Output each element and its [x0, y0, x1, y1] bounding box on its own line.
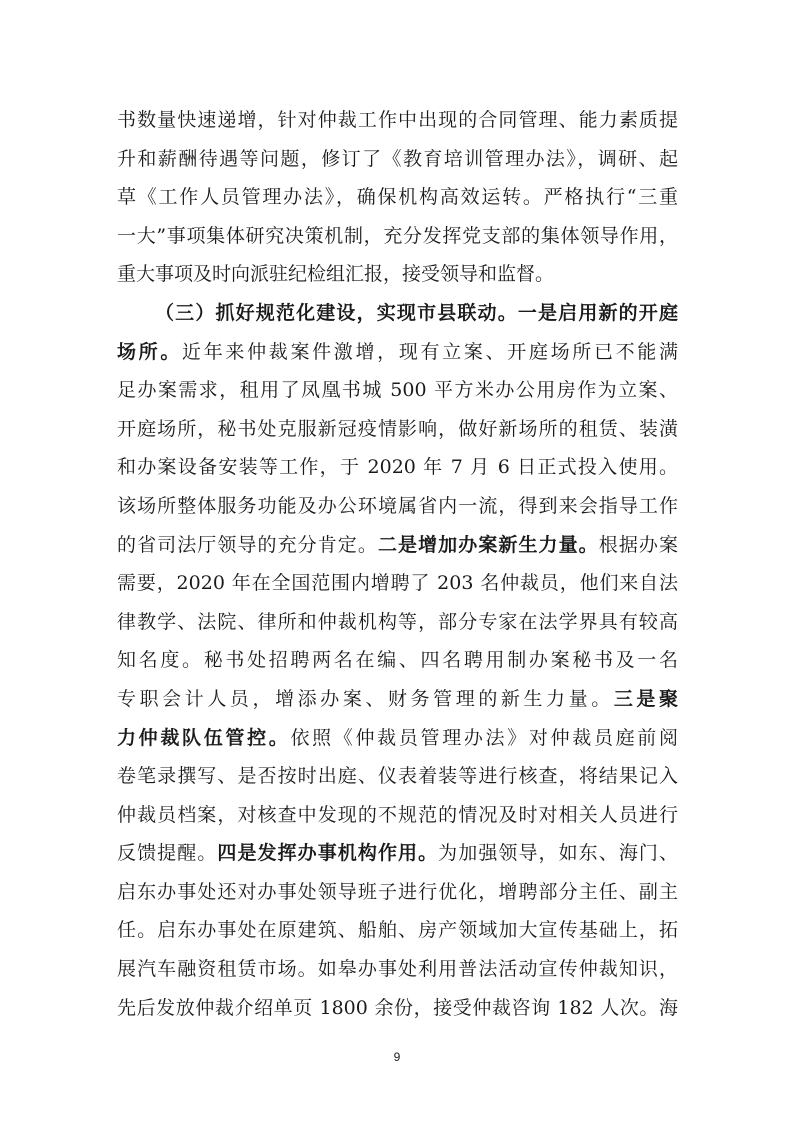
- text-line: [117, 217, 678, 256]
- text-line: [117, 911, 678, 950]
- text-segment: 重大事项及时向派驻纪检组汇报，接受领导和监督。: [117, 263, 555, 286]
- text-segment: 一大”事项集体研究决策机制，充分发挥党支部的集体领导作用，: [117, 224, 678, 247]
- text-segment: 展汽车融资租赁市场。如皋办事处利用普法活动宣传仲裁知识，: [117, 958, 678, 981]
- text-segment: 该场所整体服务功能及办公环境属省内一流，得到来会指导工作: [117, 494, 678, 517]
- text-segment: 卷笔录撰写、是否按时出庭、仪表着装等进行核查，将结果记入: [117, 765, 678, 788]
- text-segment: 先后发放仲裁介绍单页 1800 余份，接受仲裁咨询 182 人次。海: [117, 996, 678, 1019]
- text-segment: 反馈提醒。: [117, 842, 218, 865]
- text-line: [117, 371, 678, 410]
- text-line: [117, 603, 678, 642]
- text-line: [117, 796, 678, 835]
- text-segment: 律教学、法院、律所和仲裁机构等，部分专家在法学界具有较高: [117, 610, 678, 633]
- text-line: [117, 950, 678, 989]
- page-number: 9: [393, 1050, 401, 1064]
- bold-point-title: 一是启用新的开庭: [517, 301, 678, 324]
- text-segment: 需要，2020 年在全国范围内增聘了 203 名仲裁员，他们来自法: [117, 572, 678, 595]
- text-line: [117, 834, 678, 873]
- text-line: [117, 178, 678, 217]
- bold-point-title: 场所。: [117, 340, 183, 363]
- text-segment: 仲裁员档案，对核查中发现的不规范的情况及时对相关人员进行: [117, 803, 678, 826]
- text-line: [117, 641, 678, 680]
- bold-point-title: 力仲裁队伍管控。: [117, 726, 291, 749]
- bold-point-title: 四是发挥办事机构作用。: [217, 842, 439, 865]
- text-segment: 草《工作人员管理办法》，确保机构高效运转。严格执行“三重: [117, 186, 678, 209]
- text-line: [117, 487, 678, 526]
- text-segment: 任。启东办事处在原建筑、船舶、房产领域加大宣传基础上，拓: [117, 919, 678, 942]
- text-segment: 书数量快速递增，针对仲裁工作中出现的合同管理、能力素质提: [117, 109, 678, 131]
- text-segment: 近年来仲裁案件激增，现有立案、开庭场所已不能满: [182, 340, 678, 363]
- text-line: [117, 757, 678, 796]
- text-line: [117, 255, 678, 294]
- bold-point-title: 二是增加办案新生力量。: [377, 533, 599, 556]
- text-line: [117, 448, 678, 487]
- text-line: [117, 680, 678, 719]
- text-line: [117, 140, 678, 179]
- text-line: [117, 564, 678, 603]
- text-segment: 和办案设备安装等工作，于 2020 年 7 月 6 日正式投入使用。: [117, 456, 678, 479]
- text-segment: 根据办案: [598, 533, 678, 556]
- text-line: [117, 873, 678, 912]
- bold-point-title: 三是聚: [613, 687, 678, 710]
- text-line: [117, 719, 678, 758]
- text-segment: 专职会计人员，增添办案、财务管理的新生力量。: [117, 687, 614, 710]
- text-segment: 知名度。秘书处招聘两名在编、四名聘用制办案秘书及一名: [117, 649, 678, 672]
- text-line: [117, 101, 678, 140]
- section-heading-line: [117, 294, 678, 333]
- text-line: [117, 333, 678, 372]
- text-segment: 的省司法厅领导的充分肯定。: [117, 533, 378, 556]
- text-segment: 足办案需求，租用了凤凰书城 500 平方米办公用房作为立案、: [117, 379, 678, 402]
- text-segment: 为加强领导，如东、海门、: [438, 842, 678, 865]
- text-segment: 依照《仲裁员管理办法》对仲裁员庭前阅: [290, 726, 678, 749]
- text-segment: 启东办事处还对办事处领导班子进行优化，增聘部分主任、副主: [117, 880, 678, 903]
- text-line: [117, 526, 678, 565]
- body-text: [117, 101, 678, 1027]
- text-segment: 开庭场所，秘书处克服新冠疫情影响，做好新场所的租赁、装潢: [117, 417, 678, 440]
- text-line: [117, 989, 678, 1028]
- text-segment: 升和薪酬待遇等问题，修订了《教育培训管理办法》，调研、起: [117, 147, 678, 170]
- text-line: [117, 410, 678, 449]
- section-heading: （三）抓好规范化建设，实现市县联动。: [155, 301, 518, 324]
